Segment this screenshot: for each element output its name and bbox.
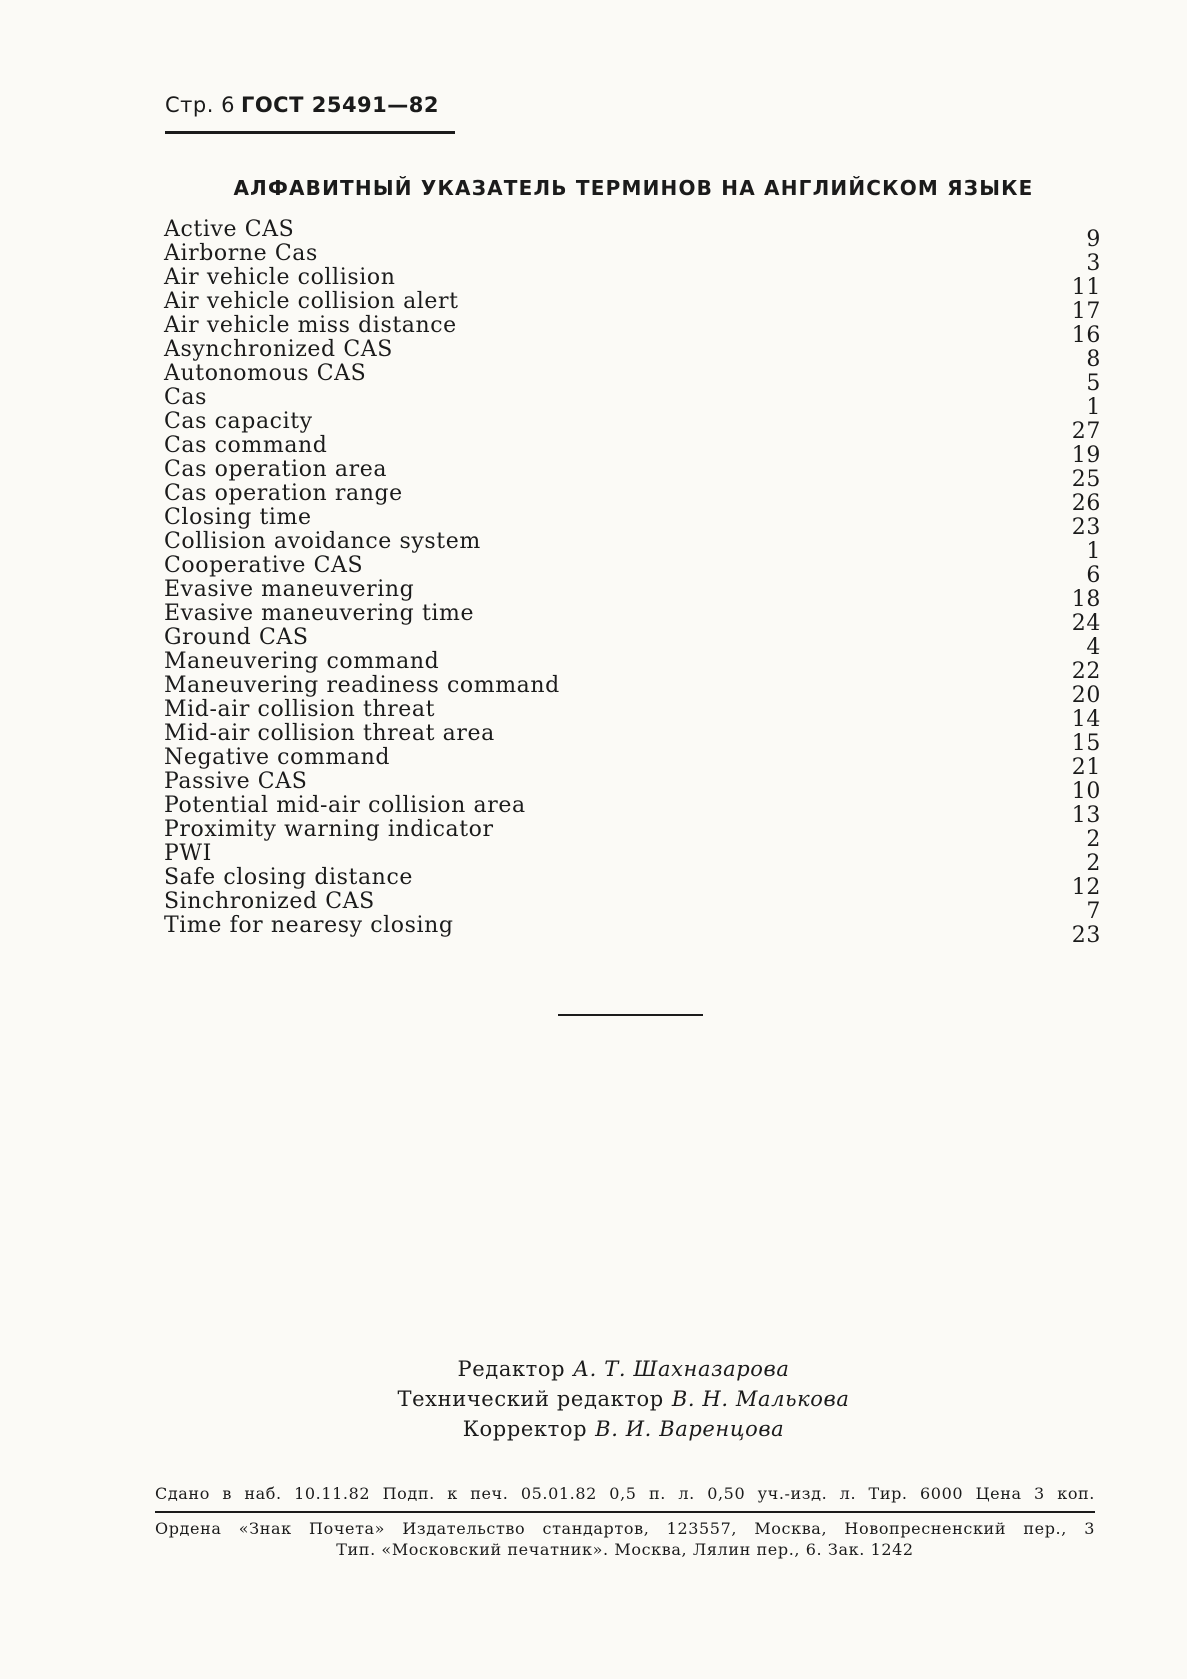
index-entry bbox=[164, 553, 1101, 588]
index-entry bbox=[164, 265, 1101, 300]
index-term: Air vehicle collision alert bbox=[164, 289, 459, 314]
index-entry bbox=[164, 601, 1101, 636]
index-entry bbox=[164, 505, 1101, 540]
index-term: Potential mid-air collision area bbox=[164, 793, 526, 818]
index-entry bbox=[164, 409, 1101, 444]
index-entry bbox=[164, 337, 1101, 372]
index-term: Air vehicle miss distance bbox=[164, 313, 457, 338]
index-entry bbox=[164, 289, 1101, 324]
index-page-number: 21 bbox=[1071, 755, 1101, 780]
index-entry bbox=[164, 385, 1101, 420]
index-page-number: 5 bbox=[1086, 371, 1101, 396]
index-entry bbox=[164, 457, 1101, 492]
credit-role: Редактор bbox=[457, 1357, 566, 1381]
index-page-number: 10 bbox=[1071, 779, 1101, 804]
index-entry bbox=[164, 529, 1101, 564]
index-entry bbox=[164, 697, 1101, 732]
index-entry bbox=[164, 865, 1101, 900]
index-page-number: 20 bbox=[1071, 683, 1101, 708]
index-page-number: 25 bbox=[1071, 467, 1101, 492]
index-entry bbox=[164, 625, 1101, 660]
index-page-number: 3 bbox=[1086, 251, 1101, 276]
credits-block bbox=[0, 1354, 1187, 1444]
index-page-number: 2 bbox=[1086, 827, 1101, 852]
index-entry bbox=[164, 721, 1101, 756]
index-page-number: 4 bbox=[1086, 635, 1101, 660]
credit-role: Технический редактор bbox=[397, 1387, 664, 1411]
index-page-number: 12 bbox=[1071, 875, 1101, 900]
index-entry bbox=[164, 433, 1101, 468]
standard-number: ГОСТ 25491—82 bbox=[240, 93, 440, 117]
index-term: Air vehicle collision bbox=[164, 265, 396, 290]
index-page-number: 9 bbox=[1086, 227, 1101, 252]
credit-role: Корректор bbox=[462, 1417, 588, 1441]
credit-line bbox=[60, 1414, 1187, 1444]
index-term: Maneuvering readiness command bbox=[164, 673, 560, 698]
index-term: Active CAS bbox=[164, 217, 295, 242]
credit-name: В. И. Варенцова bbox=[595, 1417, 785, 1441]
index-term: Ground CAS bbox=[164, 625, 309, 650]
index-entry bbox=[164, 793, 1101, 828]
index-page-number: 13 bbox=[1071, 803, 1101, 828]
index-term: Cooperative CAS bbox=[164, 553, 364, 578]
index-entry bbox=[164, 577, 1101, 612]
index-term: Airborne Cas bbox=[164, 241, 318, 266]
index-term: Asynchronized CAS bbox=[164, 337, 393, 362]
index-entry bbox=[164, 217, 1101, 252]
credit-name: В. Н. Малькова bbox=[671, 1387, 850, 1411]
index-page-number: 27 bbox=[1071, 419, 1101, 444]
index-entry bbox=[164, 649, 1101, 684]
index-term: Closing time bbox=[164, 505, 312, 530]
index-page-number: 17 bbox=[1071, 299, 1101, 324]
index-page-number: 1 bbox=[1086, 539, 1101, 564]
index-term: Negative command bbox=[164, 745, 391, 770]
index-term: PWI bbox=[164, 841, 212, 866]
index-list bbox=[164, 217, 1101, 948]
credit-line bbox=[60, 1384, 1187, 1414]
index-term: Mid-air collision threat area bbox=[164, 721, 495, 746]
index-page-number: 1 bbox=[1086, 395, 1101, 420]
index-page-number: 23 bbox=[1071, 923, 1101, 948]
index-page-number: 6 bbox=[1086, 563, 1101, 588]
index-term: Collision avoidance system bbox=[164, 529, 481, 554]
credit-line bbox=[60, 1354, 1187, 1384]
header-rule bbox=[165, 131, 455, 134]
index-term: Evasive maneuvering bbox=[164, 577, 415, 602]
index-page-number: 11 bbox=[1071, 275, 1101, 300]
index-title: АЛФАВИТНЫЙ УКАЗАТЕЛЬ ТЕРМИНОВ НА АНГЛИЙСКОМ ЯЗЫКЕ bbox=[233, 176, 1034, 200]
index-page-number: 8 bbox=[1086, 347, 1101, 372]
index-term: Maneuvering command bbox=[164, 649, 440, 674]
index-entry bbox=[164, 889, 1101, 924]
index-page-number: 15 bbox=[1071, 731, 1101, 756]
index-page-number: 16 bbox=[1071, 323, 1101, 348]
index-entry bbox=[164, 313, 1101, 348]
index-term: Proximity warning indicator bbox=[164, 817, 494, 842]
index-entry bbox=[164, 361, 1101, 396]
index-term: Mid-air collision threat bbox=[164, 697, 436, 722]
index-term: Cas operation area bbox=[164, 457, 388, 482]
index-entry bbox=[164, 913, 1101, 948]
imprint-rule bbox=[155, 1511, 1095, 1513]
index-term: Cas operation range bbox=[164, 481, 403, 506]
index-term: Cas capacity bbox=[164, 409, 313, 434]
index-entry bbox=[164, 745, 1101, 780]
index-entry bbox=[164, 841, 1101, 876]
index-entry bbox=[164, 481, 1101, 516]
section-divider bbox=[558, 1014, 703, 1016]
index-entry bbox=[164, 817, 1101, 852]
index-page-number: 26 bbox=[1071, 491, 1101, 516]
index-page-number: 2 bbox=[1086, 851, 1101, 876]
index-term: Passive CAS bbox=[164, 769, 308, 794]
index-page-number: 14 bbox=[1071, 707, 1101, 732]
imprint-publisher: Ордена «Знак Почета» Издательство стандартов, 123557, Москва, Новопресненский пер., 3 bbox=[155, 1519, 1095, 1538]
credit-name: А. Т. Шахназарова bbox=[573, 1357, 790, 1381]
page-number: Стр. 6 bbox=[165, 93, 235, 117]
index-page-number: 19 bbox=[1071, 443, 1101, 468]
index-term: Evasive maneuvering time bbox=[164, 601, 475, 626]
index-term: Sinchronized CAS bbox=[164, 889, 375, 914]
imprint-printer: Тип. «Московский печатник». Москва, Лялин пер., 6. Зак. 1242 bbox=[336, 1540, 914, 1559]
index-term: Safe closing distance bbox=[164, 865, 413, 890]
index-term: Cas bbox=[164, 385, 208, 410]
index-page-number: 22 bbox=[1071, 659, 1101, 684]
page-header bbox=[165, 93, 439, 117]
index-entry bbox=[164, 769, 1101, 804]
index-page-number: 18 bbox=[1071, 587, 1101, 612]
index-entry bbox=[164, 241, 1101, 276]
index-term: Time for nearesy closing bbox=[164, 913, 454, 938]
index-page-number: 24 bbox=[1071, 611, 1101, 636]
index-page-number: 7 bbox=[1086, 899, 1101, 924]
index-term: Autonomous CAS bbox=[164, 361, 367, 386]
imprint-print-details: Сдано в наб. 10.11.82 Подп. к печ. 05.01.82 0,5 п. л. 0,50 уч.-изд. л. Тир. 6000 Цена 3 коп. bbox=[155, 1484, 1095, 1503]
index-page-number: 23 bbox=[1071, 515, 1101, 540]
index-entry bbox=[164, 673, 1101, 708]
index-term: Cas command bbox=[164, 433, 328, 458]
